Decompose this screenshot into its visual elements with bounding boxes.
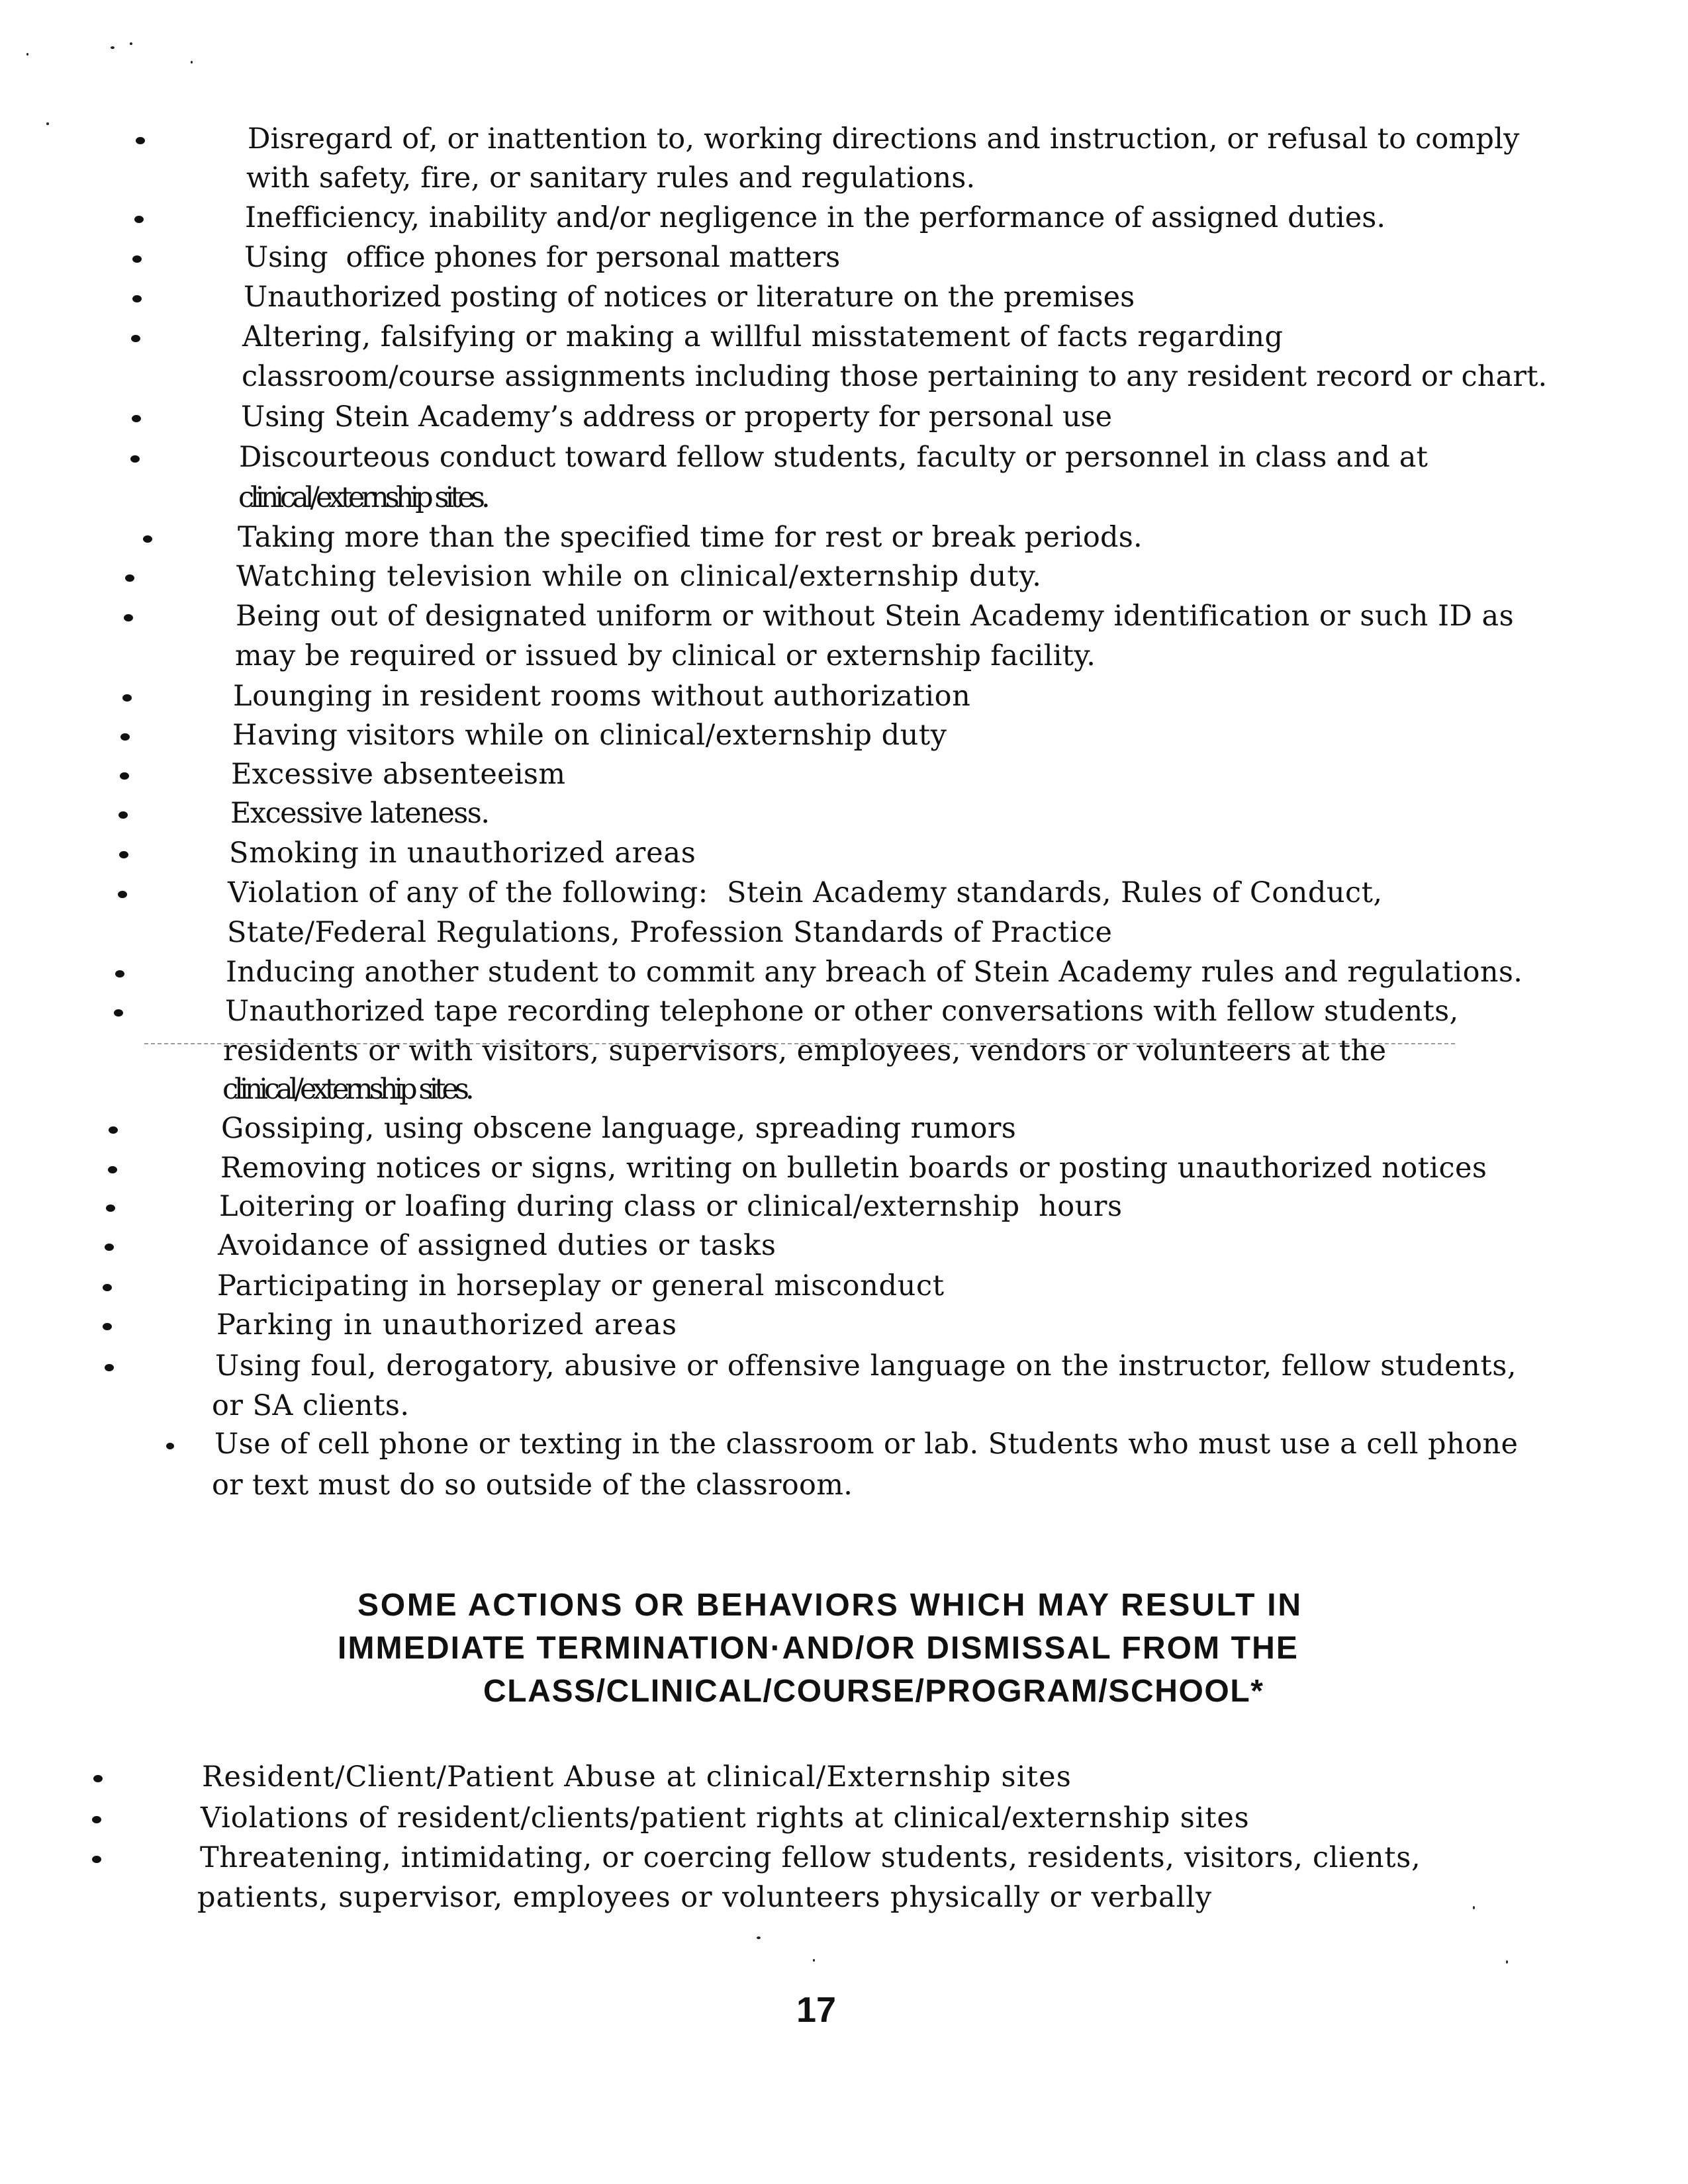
list-item-line: patients, supervisor, employees or volunteers physically or verbally (197, 1881, 1213, 1914)
bullet-icon (103, 1284, 112, 1291)
scan-speck (111, 46, 115, 49)
bullet-icon (105, 1364, 114, 1371)
list-item-line: with safety, fire, or sanitary rules and regulations. (246, 161, 976, 195)
list-item-line: Threatening, intimidating, or coercing fellow students, residents, visitors, clients, (200, 1841, 1421, 1874)
list-item-line: Inducing another student to commit any breach of Stein Academy rules and regulations. (226, 956, 1523, 989)
list-item-line: Watching television while on clinical/externship duty. (236, 560, 1043, 593)
list-item-line: residents or with visitors, supervisors, employees, vendors or volunteers at the (223, 1034, 1387, 1068)
bullet-icon (114, 1009, 123, 1017)
bullet-icon (124, 614, 133, 621)
list-item-line: Using foul, derogatory, abusive or offensive language on the instructor, fellow students, (215, 1349, 1517, 1383)
list-item-line: classroom/course assignments including those pertaining to any resident record or chart. (242, 360, 1548, 393)
scan-speck (130, 42, 132, 45)
list-item-line: Unauthorized tape recording telephone or other conversations with fellow students, (225, 995, 1459, 1028)
bullet-icon (132, 255, 142, 263)
list-item-line: State/Federal Regulations, Profession Standards of Practice (227, 916, 1113, 949)
list-item-line: Excessive lateness. (230, 797, 489, 830)
list-item-line: Violation of any of the following: Stein Academy standards, Rules of Conduct, (228, 876, 1383, 909)
scan-speck (191, 61, 193, 64)
list-item-line: Removing notices or signs, writing on bulletin boards or posting unauthorized notices (220, 1152, 1487, 1185)
list-item-line: Participating in horseplay or general misconduct (217, 1269, 945, 1302)
list-item-line: Violations of resident/clients/patient rights at clinical/externship sites (201, 1801, 1250, 1835)
list-item-line: Unauthorized posting of notices or literature on the premises (244, 281, 1135, 314)
bullet-icon (105, 1244, 114, 1251)
bullet-icon (134, 216, 144, 223)
bullet-icon (120, 772, 129, 780)
bullet-icon (108, 1166, 117, 1173)
list-item-line: Loitering or loafing during class or clinical/externship hours (219, 1190, 1123, 1223)
scan-speck (757, 1936, 761, 1939)
bullet-icon (130, 455, 140, 463)
scan-speck (813, 1959, 815, 1962)
scan-speck (1473, 1906, 1475, 1909)
list-item-line: clinical/externship sites. (238, 481, 487, 514)
bullet-icon (131, 335, 140, 342)
list-item-line: Discourteous conduct toward fellow students, faculty or personnel in class and at (239, 441, 1429, 474)
section-heading-line: CLASS/CLINICAL/COURSE/PROGRAM/SCHOOL* (483, 1674, 1264, 1709)
list-item-line: Lounging in resident rooms without authorization (233, 680, 971, 713)
list-item-line: Resident/Client/Patient Abuse at clinical/Externship sites (202, 1760, 1072, 1794)
list-item-line: Gossiping, using obscene language, spreading rumors (221, 1112, 1017, 1145)
list-item-line: Taking more than the specified time for rest or break periods. (238, 521, 1143, 554)
list-item-line: Using Stein Academy’s address or property for personal use (241, 400, 1113, 433)
list-item-line: Using office phones for personal matters (244, 241, 841, 274)
bullet-icon (119, 851, 128, 858)
list-item-line: Disregard of, or inattention to, working directions and instruction, or refusal to comply (248, 122, 1520, 156)
list-item-line: or SA clients. (212, 1389, 410, 1422)
bullet-icon (132, 415, 141, 422)
section-heading-line: SOME ACTIONS OR BEHAVIORS WHICH MAY RESULT IN (357, 1588, 1303, 1623)
bullet-icon (118, 811, 128, 819)
bullet-icon (122, 694, 132, 702)
list-item-line: Use of cell phone or texting in the classroom or lab. Students who must use a cell phone (214, 1428, 1519, 1461)
bullet-icon (132, 295, 142, 302)
list-item-line: Altering, falsifying or making a willful misstatement of facts regarding (242, 320, 1284, 353)
list-item-line: Being out of designated uniform or without Stein Academy identification or such ID as (236, 600, 1515, 633)
list-item-line: clinical/externship sites. (222, 1073, 471, 1106)
list-item-line: or text must do so outside of the classroom. (212, 1469, 853, 1502)
bullet-icon (120, 733, 130, 741)
list-item-line: Avoidance of assigned duties or tasks (218, 1229, 776, 1262)
bullet-icon (115, 970, 124, 978)
bullet-icon (109, 1126, 118, 1134)
scan-speck (46, 122, 49, 125)
bullet-icon (106, 1205, 115, 1212)
scan-speck (26, 53, 28, 56)
section-heading-line: IMMEDIATE TERMINATION·AND/OR DISMISSAL FROM THE (338, 1631, 1299, 1666)
bullet-icon (166, 1443, 174, 1449)
list-item-line: Inefficiency, inability and/or negligence in the performance of assigned duties. (245, 201, 1386, 234)
page-number: 17 (796, 1990, 837, 2030)
bullet-icon (92, 1816, 101, 1823)
bullet-icon (143, 535, 152, 543)
bullet-icon (103, 1323, 112, 1330)
list-item-line: may be required or issued by clinical or externship facility. (235, 639, 1096, 672)
list-item-line: Parking in unauthorized areas (216, 1308, 678, 1342)
bullet-icon (118, 891, 127, 898)
scan-speck (1506, 1960, 1508, 1964)
list-item-line: Excessive absenteeism (231, 758, 566, 791)
list-item-line: Having visitors while on clinical/externship duty (232, 719, 947, 752)
bullet-icon (92, 1856, 101, 1863)
bullet-icon (136, 137, 145, 144)
list-item-line: Smoking in unauthorized areas (229, 837, 696, 870)
bullet-icon (93, 1775, 103, 1782)
bullet-icon (125, 574, 134, 582)
